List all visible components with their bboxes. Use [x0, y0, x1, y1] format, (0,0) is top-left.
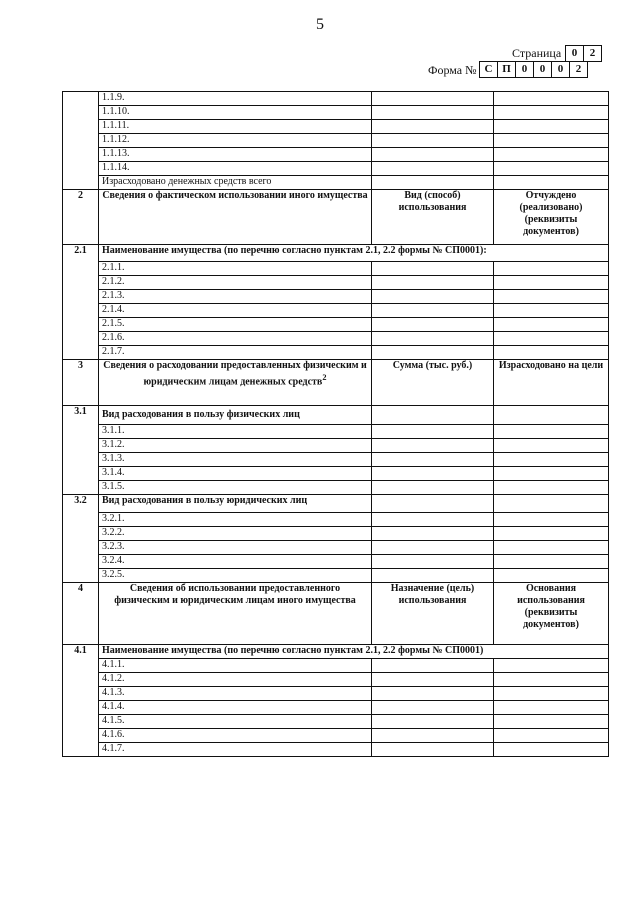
item-label: 3.2.3.	[99, 541, 372, 555]
section3-1-title: Вид расходования в пользу физических лиц	[99, 406, 372, 425]
section2-number: 2	[63, 190, 99, 245]
value-field[interactable]	[372, 439, 494, 453]
item-label: 4.1.1.	[99, 659, 372, 673]
report-form-table	[62, 91, 609, 757]
item-label: 3.2.4.	[99, 555, 372, 569]
value-field[interactable]	[494, 406, 609, 425]
form-code-char: 0	[534, 62, 552, 77]
form-code-char: С	[480, 62, 498, 77]
section3-col3-header: Сумма (тыс. руб.)	[372, 360, 494, 406]
section4-1-title: Наименование имущества (по перечню согласно пунктам 2.1, 2.2 формы № СП0001)	[99, 645, 609, 659]
section2-1-number: 2.1	[63, 245, 99, 360]
value-field[interactable]	[372, 527, 494, 541]
value-field[interactable]	[372, 134, 494, 148]
footnote-mark: 2	[322, 373, 327, 382]
value-field[interactable]	[494, 304, 609, 318]
item-label: 3.1.3.	[99, 453, 372, 467]
value-field[interactable]	[372, 513, 494, 527]
value-field[interactable]	[372, 453, 494, 467]
total-label: Израсходовано денежных средств всего	[99, 176, 372, 190]
section3-title-cell	[99, 360, 372, 406]
page-number: 5	[316, 16, 324, 33]
value-field[interactable]	[372, 569, 494, 583]
value-field[interactable]	[372, 481, 494, 495]
item-label: 1.1.14.	[99, 162, 372, 176]
section3-1-number: 3.1	[63, 406, 99, 495]
section1-number-cell	[63, 92, 99, 190]
form-label: Форма №	[428, 63, 477, 77]
value-field[interactable]	[494, 743, 609, 757]
form-code-char: П	[498, 62, 516, 77]
value-field[interactable]	[494, 659, 609, 673]
value-field[interactable]	[372, 701, 494, 715]
value-field[interactable]	[494, 262, 609, 276]
value-field[interactable]	[494, 453, 609, 467]
value-field[interactable]	[494, 290, 609, 304]
value-field[interactable]	[494, 495, 609, 513]
value-field[interactable]	[494, 729, 609, 743]
value-field[interactable]	[494, 332, 609, 346]
value-field[interactable]	[494, 106, 609, 120]
value-field[interactable]	[494, 148, 609, 162]
section3-col4-header: Израсходовано на цели	[494, 360, 609, 406]
item-label: 4.1.3.	[99, 687, 372, 701]
value-field[interactable]	[494, 541, 609, 555]
value-field[interactable]	[372, 555, 494, 569]
value-field[interactable]	[494, 687, 609, 701]
value-field[interactable]	[494, 701, 609, 715]
value-field[interactable]	[494, 481, 609, 495]
item-label: 1.1.9.	[99, 92, 372, 106]
value-field[interactable]	[372, 176, 494, 190]
item-label: 1.1.13.	[99, 148, 372, 162]
item-label: 2.1.2.	[99, 276, 372, 290]
value-field[interactable]	[372, 346, 494, 360]
value-field[interactable]	[372, 276, 494, 290]
form-code-box	[479, 61, 588, 78]
value-field[interactable]	[494, 276, 609, 290]
page-code-digit: 2	[584, 46, 602, 61]
value-field[interactable]	[372, 659, 494, 673]
item-label: 2.1.6.	[99, 332, 372, 346]
section2-col4-header: Отчуждено (реализовано) (реквизиты документов)	[494, 190, 609, 245]
value-field[interactable]	[494, 92, 609, 106]
value-field[interactable]	[494, 555, 609, 569]
form-code-char: 0	[516, 62, 534, 77]
value-field[interactable]	[372, 467, 494, 481]
value-field[interactable]	[372, 318, 494, 332]
section4-number: 4	[63, 583, 99, 645]
value-field[interactable]	[494, 134, 609, 148]
item-label: 3.1.4.	[99, 467, 372, 481]
item-label: 4.1.5.	[99, 715, 372, 729]
value-field[interactable]	[372, 425, 494, 439]
section4-title: Сведения об использовании предоставленного физическим и юридическим лицам иного имущества	[99, 583, 372, 645]
item-label: 2.1.3.	[99, 290, 372, 304]
value-field[interactable]	[494, 318, 609, 332]
value-field[interactable]	[494, 425, 609, 439]
item-label: 3.2.2.	[99, 527, 372, 541]
form-code-char: 0	[552, 62, 570, 77]
item-label: 4.1.2.	[99, 673, 372, 687]
item-label: 3.2.1.	[99, 513, 372, 527]
value-field[interactable]	[372, 262, 494, 276]
value-field[interactable]	[372, 687, 494, 701]
section3-title: Сведения о расходовании предоставленных физическим и юридическим лицам денежных средств	[103, 360, 367, 388]
item-label: 3.2.5.	[99, 569, 372, 583]
value-field[interactable]	[372, 495, 494, 513]
value-field[interactable]	[494, 513, 609, 527]
item-label: 4.1.7.	[99, 743, 372, 757]
value-field[interactable]	[372, 162, 494, 176]
section2-title: Сведения о фактическом использовании иного имущества	[99, 190, 372, 245]
value-field[interactable]	[372, 106, 494, 120]
item-label: 1.1.12.	[99, 134, 372, 148]
value-field[interactable]	[494, 176, 609, 190]
section3-number: 3	[63, 360, 99, 406]
value-field[interactable]	[494, 162, 609, 176]
section3-2-title: Вид расходования в пользу юридических лиц	[99, 495, 372, 513]
value-field[interactable]	[372, 541, 494, 555]
value-field[interactable]	[494, 439, 609, 453]
item-label: 3.1.5.	[99, 481, 372, 495]
section2-1-title: Наименование имущества (по перечню согласно пунктам 2.1, 2.2 формы № СП0001):	[99, 245, 609, 262]
value-field[interactable]	[372, 290, 494, 304]
section4-col3-header: Назначение (цель) использования	[372, 583, 494, 645]
value-field[interactable]	[372, 729, 494, 743]
value-field[interactable]	[372, 673, 494, 687]
item-label: 1.1.11.	[99, 120, 372, 134]
value-field[interactable]	[372, 715, 494, 729]
value-field[interactable]	[494, 346, 609, 360]
section4-col4-header: Основания использования (реквизиты документов)	[494, 583, 609, 645]
value-field[interactable]	[494, 467, 609, 481]
value-field[interactable]	[372, 148, 494, 162]
form-code-char: 2	[570, 62, 588, 77]
section4-1-number: 4.1	[63, 645, 99, 757]
value-field[interactable]	[494, 527, 609, 541]
value-field[interactable]	[494, 715, 609, 729]
item-label: 2.1.4.	[99, 304, 372, 318]
value-field[interactable]	[372, 332, 494, 346]
page-label: Страница	[512, 46, 562, 60]
section2-col3-header: Вид (способ) использования	[372, 190, 494, 245]
item-label: 3.1.1.	[99, 425, 372, 439]
value-field[interactable]	[372, 92, 494, 106]
item-label: 2.1.7.	[99, 346, 372, 360]
value-field[interactable]	[372, 304, 494, 318]
page-code-box	[565, 45, 602, 62]
value-field[interactable]	[494, 673, 609, 687]
item-label: 2.1.5.	[99, 318, 372, 332]
value-field[interactable]	[494, 569, 609, 583]
page-code-digit: 0	[566, 46, 584, 61]
item-label: 1.1.10.	[99, 106, 372, 120]
item-label: 2.1.1.	[99, 262, 372, 276]
item-label: 4.1.6.	[99, 729, 372, 743]
item-label: 3.1.2.	[99, 439, 372, 453]
value-field[interactable]	[372, 120, 494, 134]
value-field[interactable]	[372, 743, 494, 757]
section3-2-number: 3.2	[63, 495, 99, 583]
value-field[interactable]	[494, 120, 609, 134]
value-field[interactable]	[372, 406, 494, 425]
item-label: 4.1.4.	[99, 701, 372, 715]
